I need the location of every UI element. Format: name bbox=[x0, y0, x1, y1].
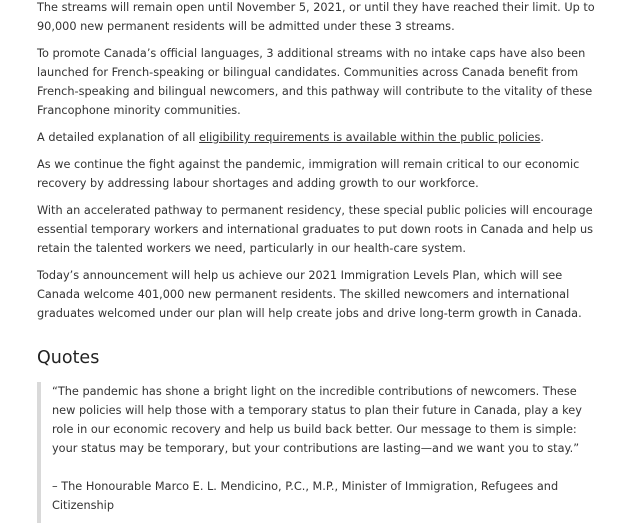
paragraph-streams-deadline: The streams will remain open until November 5, 2021, or until they have reached their limit. Up to 90,000 new permanent residents will be admitted under these 3 streams. bbox=[37, 1, 595, 33]
quote-text: “The pandemic has shone a bright light on the incredible contributions of newcomers. These new policies will help those with a temporary status to plan their future in Canada, play a key role in our economic recovery and help us build back better. Our message to them is simple: your status may be temporary, but your contributions are lasting—and we want you to stay.” bbox=[52, 385, 582, 455]
article-body bbox=[37, 0, 597, 523]
quotes-heading: Quotes bbox=[37, 348, 100, 368]
paragraph-pandemic-recovery: As we continue the fight against the pandemic, immigration will remain critical to our economic recovery by addressing labour shortages and adding growth to our workforce. bbox=[37, 158, 580, 190]
eligibility-prefix: A detailed explanation of all bbox=[37, 131, 200, 144]
quote-blockquote bbox=[37, 382, 597, 523]
quote-attribution: – The Honourable Marco E. L. Mendicino, P.C., M.P., Minister of Immigration, Refugees and Citizenship bbox=[52, 480, 559, 512]
eligibility-requirements-link[interactable]: eligibility requirements is available within the public policies bbox=[199, 131, 541, 144]
paragraph-levels-plan: Today’s announcement will help us achieve our 2021 Immigration Levels Plan, which will see Canada welcome 401,000 new permanent residents. The skilled newcomers and international graduates welcomed under our plan will help create jobs and drive long-term growth in Canada. bbox=[37, 269, 582, 320]
eligibility-suffix: . bbox=[540, 131, 544, 144]
paragraph-french-streams: To promote Canada’s official languages, 3 additional streams with no intake caps have also been launched for French-speaking or bilingual candidates. Communities across Canada benefit from French-speaking and bilingual newcomers, and this pathway will contribute to the vitality of these Francophone minority communities. bbox=[37, 47, 593, 117]
paragraph-accelerated-pathway: With an accelerated pathway to permanent residency, these special public policies will encourage essential temporary workers and international graduates to put down roots in Canada and help us retain the talented workers we need, particularly in our health-care system. bbox=[37, 204, 594, 255]
paragraph-eligibility bbox=[37, 128, 597, 147]
